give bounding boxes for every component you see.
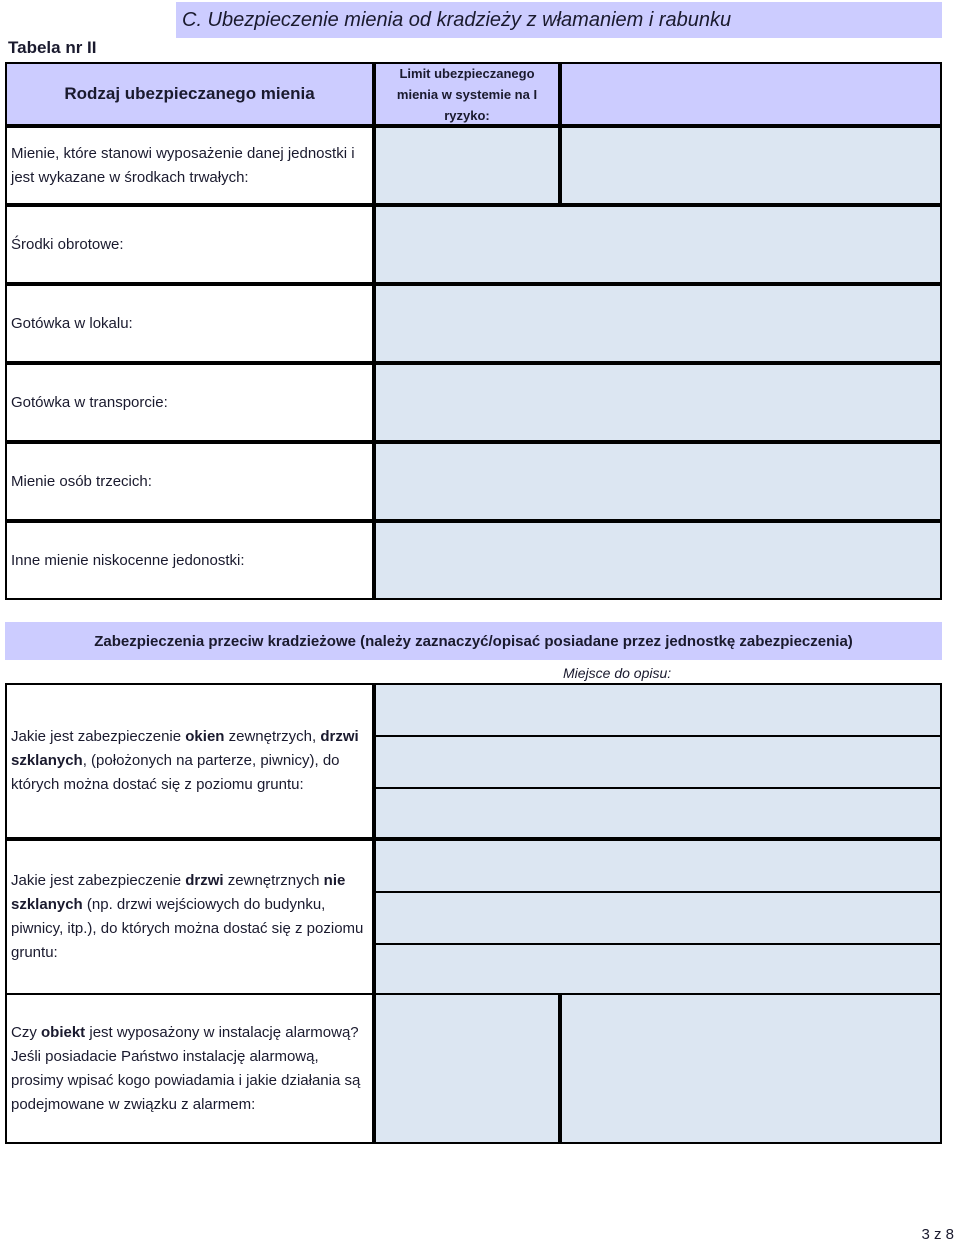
doors-security-label bbox=[5, 839, 374, 995]
doors-description-line-1[interactable] bbox=[374, 839, 942, 893]
alarm-bold-1: obiekt bbox=[41, 1023, 86, 1041]
security-banner: Zabezpieczenia przeciw kradzieżowe (należy zaznaczyć/opisać posiadane przez jednostkę zabezpieczenia) bbox=[5, 622, 942, 660]
property-label-current-assets: Środki obrotowe: bbox=[5, 205, 374, 284]
windows-security-label bbox=[5, 683, 374, 839]
doors-description-line-2[interactable] bbox=[374, 891, 942, 945]
property-limit-input-cash-on-premises[interactable] bbox=[374, 284, 942, 363]
doors-description-line-3[interactable] bbox=[374, 943, 942, 995]
property-label-fixed-assets: Mienie, które stanowi wyposażenie danej jednostki i jest wykazane w środkach trwałych: bbox=[5, 126, 374, 205]
section-title: C. Ubezpieczenie mienia od kradzieży z włamaniem i rabunku bbox=[176, 2, 942, 38]
windows-description-line-1[interactable] bbox=[374, 683, 942, 737]
windows-description-line-2[interactable] bbox=[374, 735, 942, 789]
windows-text-1: Jakie jest zabezpieczenie bbox=[11, 728, 186, 745]
property-label-third-party: Mienie osób trzecich: bbox=[5, 442, 374, 521]
property-limit-input-cash-in-transport[interactable] bbox=[374, 363, 942, 442]
property-limit-input-current-assets[interactable] bbox=[374, 205, 942, 284]
alarm-text-1: Czy bbox=[11, 1023, 41, 1041]
property-label-cash-on-premises: Gotówka w lokalu: bbox=[5, 284, 374, 363]
alarm-answer-input[interactable] bbox=[374, 993, 560, 1144]
table-label: Tabela nr II bbox=[8, 38, 97, 57]
alarm-text-2: jest wyposażony w instalację alarmową? Jeśli posiadacie Państwo instalację alarmową, prosimy wpisać kogo powiadamia i jakie działania są podejmowane w związku z alarmem: bbox=[11, 1023, 361, 1113]
property-extra-input-fixed-assets[interactable] bbox=[560, 126, 942, 205]
windows-bold-2: drzwi szklanych bbox=[11, 728, 359, 769]
windows-text-2: zewnętrzych, bbox=[224, 728, 321, 745]
describe-label: Miejsce do opisu: bbox=[563, 665, 672, 681]
header-limit: Limit ubezpieczanego mienia w systemie na I ryzyko: bbox=[374, 62, 560, 126]
doors-bold-2: nie szklanych bbox=[11, 872, 346, 913]
header-property-type: Rodzaj ubezpieczanego mienia bbox=[5, 62, 374, 126]
alarm-label bbox=[5, 993, 374, 1144]
property-label-cash-in-transport: Gotówka w transporcie: bbox=[5, 363, 374, 442]
alarm-description-input[interactable] bbox=[560, 993, 942, 1144]
doors-text-3: (np. drzwi wejściowych do budynku, piwnicy, itp.), do których można dostać się z poziomu gruntu: bbox=[11, 896, 364, 961]
property-limit-input-fixed-assets[interactable] bbox=[374, 126, 560, 205]
page-number: 3 z 8 bbox=[921, 1226, 954, 1243]
doors-text-2: zewnętrznych bbox=[223, 872, 324, 889]
property-limit-input-low-value[interactable] bbox=[374, 521, 942, 600]
windows-text-3: , (położonych na parterze, piwnicy), do których można dostać się z poziomu gruntu: bbox=[11, 752, 340, 793]
windows-description-line-3[interactable] bbox=[374, 787, 942, 839]
doors-text-1: Jakie jest zabezpieczenie bbox=[11, 872, 186, 889]
doors-bold-1: drzwi bbox=[185, 872, 224, 889]
windows-bold-1: okien bbox=[185, 728, 225, 745]
property-limit-input-third-party[interactable] bbox=[374, 442, 942, 521]
header-empty-cell bbox=[560, 62, 942, 126]
property-label-low-value: Inne mienie niskocenne jedonostki: bbox=[5, 521, 374, 600]
